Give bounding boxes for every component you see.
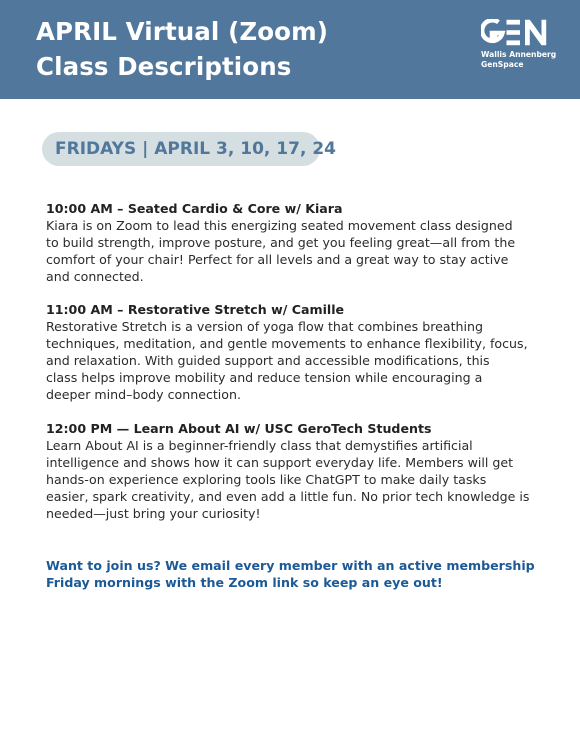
join-callout — [46, 557, 546, 591]
logo-caption-line-2: GenSpace — [481, 60, 524, 69]
logo-caption-line-1: Wallis Annenberg — [481, 50, 557, 59]
page-title-line-1: APRIL Virtual (Zoom) — [36, 17, 329, 46]
class-heading: 10:00 AM – Seated Cardio & Core w/ Kiara — [46, 201, 343, 216]
header-banner — [0, 0, 580, 99]
genspace-logo — [481, 19, 557, 70]
class-description-line: class helps improve mobility and reduce tension while encouraging a — [46, 370, 483, 385]
class-description-line: and connected. — [46, 269, 144, 284]
logo-caption — [481, 50, 557, 70]
class-description-line: Kiara is on Zoom to lead this energizing seated movement class designed — [46, 218, 513, 233]
class-description-line: to build strength, improve posture, and get you feeling great—all from the — [46, 235, 516, 250]
class-description-line: intelligence and shows how it can support everyday life. Members will get — [46, 455, 514, 470]
page-title — [36, 14, 328, 84]
join-callout-line-1: Want to join us? We email every member with an active membership — [46, 558, 535, 573]
class-description-line: easier, spark creativity, and even add a little fun. No prior tech knowledge is — [46, 489, 530, 504]
class-description-line: deeper mind–body connection. — [46, 387, 241, 402]
class-description-line: and relaxation. With guided support and accessible modifications, this — [46, 353, 490, 368]
class-description-line: needed—just bring your curiosity! — [46, 506, 261, 521]
class-description-line: hands-on experience exploring tools like ChatGPT to make daily tasks — [46, 472, 487, 487]
join-callout-line-2: Friday mornings with the Zoom link so keep an eye out! — [46, 575, 443, 590]
class-description-line: comfort of your chair! Perfect for all levels and a great way to stay active — [46, 252, 509, 267]
page-title-line-2: Class Descriptions — [36, 52, 292, 81]
class-block-cardio — [46, 200, 546, 285]
class-block-stretch — [46, 301, 546, 403]
class-description-line: Learn About AI is a beginner-friendly class that demystifies artificial — [46, 438, 473, 453]
class-block-ai — [46, 420, 546, 522]
class-description-line: techniques, meditation, and gentle movements to enhance flexibility, focus, — [46, 336, 528, 351]
class-heading: 12:00 PM — Learn About AI w/ USC GeroTech Students — [46, 421, 432, 436]
class-description-line: Restorative Stretch is a version of yoga flow that combines breathing — [46, 319, 483, 334]
class-heading: 11:00 AM – Restorative Stretch w/ Camille — [46, 302, 345, 317]
schedule-label: FRIDAYS | APRIL 3, 10, 17, 24 — [55, 139, 336, 159]
gen-logo-mark-icon — [481, 19, 549, 46]
